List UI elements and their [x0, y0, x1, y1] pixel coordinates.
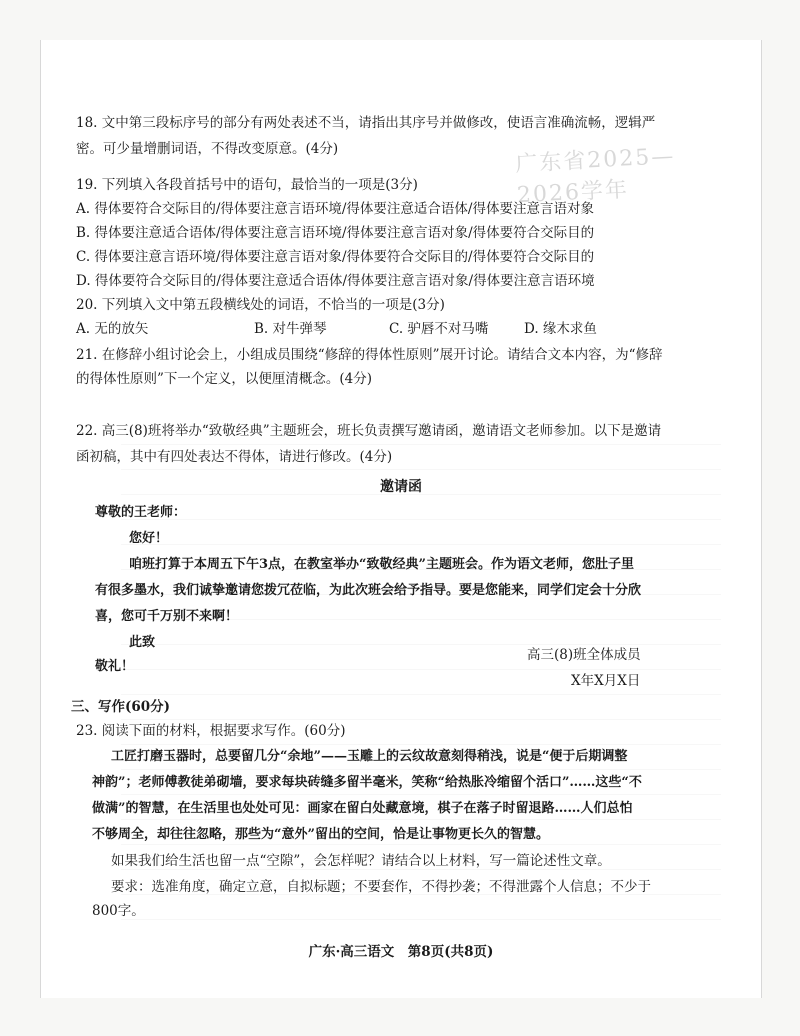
letter-body-line1: 咱班打算于本周五下午3点，在教室举办“致敬经典”主题班会。作为语文老师，您肚子里: [129, 557, 635, 572]
q20-option-b: B. 对牛弹琴: [254, 321, 327, 337]
page-footer: 广东·高三语文 第8页(共8页): [308, 944, 494, 960]
q19-option-a: A. 得体要符合交际目的/得体要注意言语环境/得体要注意适合语体/得体要注意言语对象: [76, 201, 594, 217]
q18-line2: 密。可少量增删词语，不得改变原意。(4分): [76, 141, 339, 157]
letter-closing-2: 敬礼！: [95, 659, 135, 674]
letter-body-line3: 喜，您可千万别不来啊！: [95, 609, 239, 624]
q23-requirements-line2: 800字。: [92, 903, 145, 919]
section-3-heading: 三、写作(60分): [71, 699, 171, 715]
q23-prompt: 如果我们给生活也留一点“空隙”，会怎样呢？请结合以上材料，写一篇论述性文章。: [111, 853, 611, 869]
letter-salutation: 尊敬的王老师：: [95, 505, 187, 520]
q22-line2: 函初稿，其中有四处表达不得体，请进行修改。(4分): [76, 449, 393, 465]
q18-line1: 18. 文中第三段标序号的部分有两处表述不当，请指出其序号并做修改，使语言准确流畅，逻辑严: [76, 115, 656, 131]
q23-material-line1: 工匠打磨玉器时，总要留几分“余地”——玉雕上的云纹故意刻得稍浅，说是“便于后期调整: [111, 749, 628, 764]
letter-title: 邀请函: [380, 479, 422, 495]
q21-line2: 的得体性原则”下一个定义，以便厘清概念。(4分): [76, 371, 373, 387]
letter-date: X年X月X日: [571, 673, 641, 689]
exam-page: [40, 40, 762, 998]
letter-greeting: 您好！: [129, 531, 169, 546]
q20-option-c: C. 驴唇不对马嘴: [389, 321, 489, 337]
letter-closing-1: 此致: [129, 635, 156, 650]
bleed-through-watermark: 广东省2025—2026学年: [514, 143, 676, 209]
q21-line1: 21. 在修辞小组讨论会上，小组成员围绕“修辞的得体性原则”展开讨论。请结合文本内容，为“修辞: [76, 347, 663, 363]
letter-signature: 高三(8)班全体成员: [527, 647, 641, 663]
q23-material-line2: 神韵”；老师傅教徒弟砌墙，要求每块砖缝多留半毫米，笑称“给热胀冷缩留个活口”……这些“不: [92, 775, 642, 790]
q20-stem: 20. 下列填入文中第五段横线处的词语，不恰当的一项是(3分): [76, 297, 445, 313]
q19-option-d: D. 得体要符合交际目的/得体要注意适合语体/得体要注意言语对象/得体要注意言语环境: [76, 273, 595, 289]
q23-requirements-line1: 要求：选准角度，确定立意，自拟标题；不要套作，不得抄袭；不得泄露个人信息；不少于: [111, 879, 651, 895]
q19-stem: 19. 下列填入各段首括号中的语句，最恰当的一项是(3分): [76, 177, 418, 193]
q19-option-b: B. 得体要注意适合语体/得体要注意言语环境/得体要注意言语对象/得体要符合交际目的: [76, 225, 595, 241]
q19-option-c: C. 得体要注意言语环境/得体要注意言语对象/得体要符合交际目的/得体要符合交际目的: [76, 249, 595, 265]
q23-stem: 23. 阅读下面的材料，根据要求写作。(60分): [76, 723, 346, 739]
q20-option-d: D. 缘木求鱼: [524, 321, 597, 337]
q20-option-a: A. 无的放矢: [76, 321, 149, 337]
q23-material-line3: 做满”的智慧，在生活里也处处可见：画家在留白处藏意境，棋子在落子时留退路……人们总怕: [92, 801, 633, 816]
letter-body-line2: 有很多墨水，我们诚挚邀请您拨冗莅临，为此次班会给予指导。要是您能来，同学们定会十分欣: [95, 583, 642, 598]
q22-line1: 22. 高三(8)班将举办“致敬经典”主题班会，班长负责撰写邀请函，邀请语文老师参加。以下是邀请: [76, 423, 662, 439]
q23-material-line4: 不够周全，却往往忽略，那些为“意外”留出的空间，恰是让事物更长久的智慧。: [92, 827, 549, 842]
